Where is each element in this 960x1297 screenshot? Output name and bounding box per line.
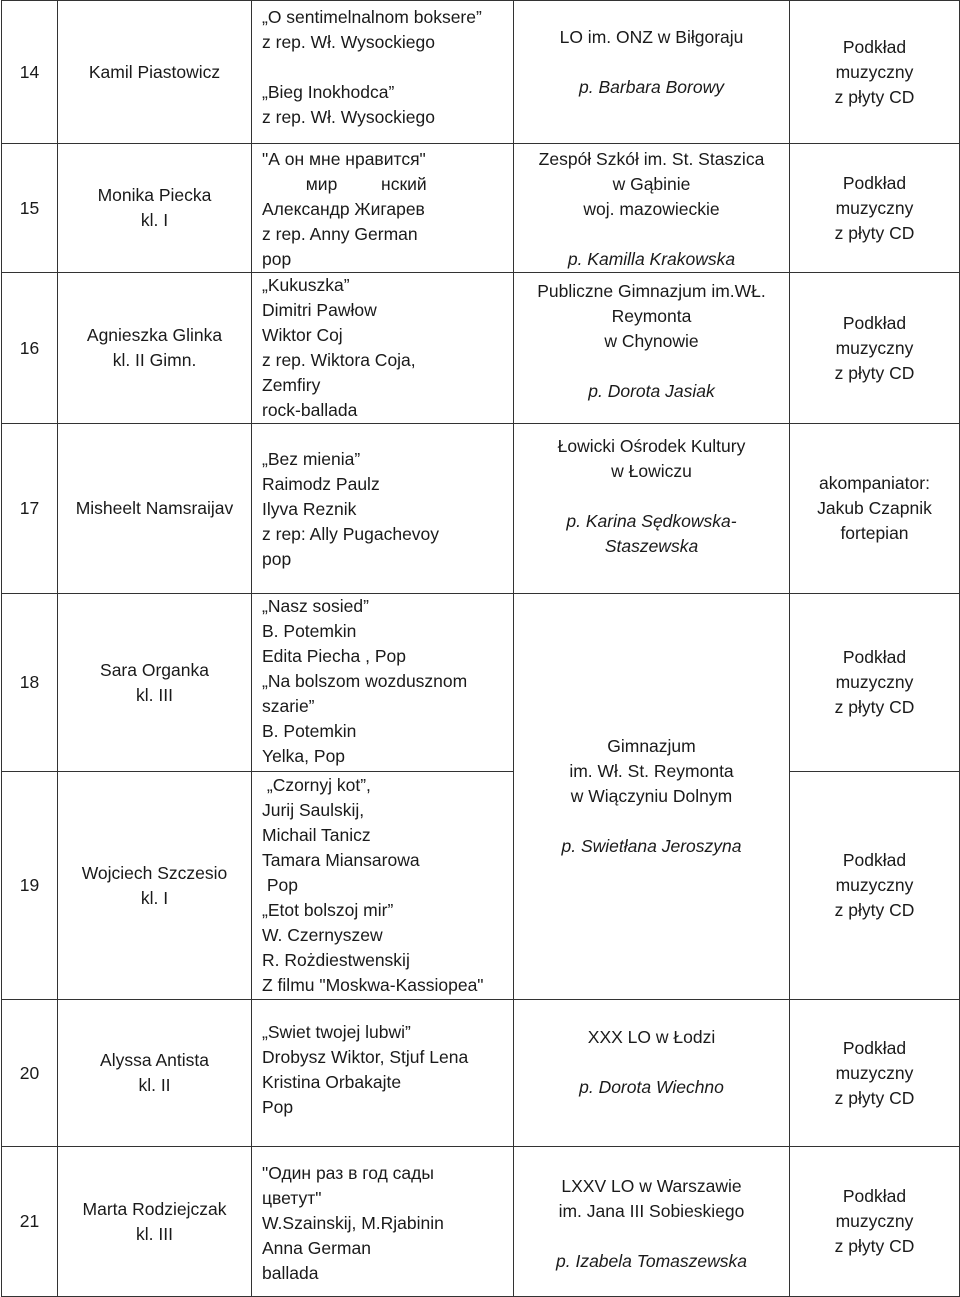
row-number: 17 [2,424,58,594]
school-info: Łowicki Ośrodek Kultury w Łowiczu p. Karina Sędkowska- Staszewska [514,424,790,594]
teacher-name: p. Dorota Wiechno [579,1077,724,1097]
teacher-name: p. Kamilla Krakowska [567,249,736,269]
school-info: Publiczne Gimnazjum im.WŁ. Reymonta w Chynowie p. Dorota Jasiak [514,273,790,424]
accompaniment: Podkład muzyczny z płyty CD [790,772,960,1000]
table-row [2,1000,960,1147]
table-row [2,424,960,594]
teacher-name: p. Swietłana Jeroszyna [561,836,742,856]
accompaniment: Podkład muzyczny z płyty CD [790,1000,960,1147]
repertoire: "Один раз в год сады цветут" W.Szainskij, M.Rjabinin Anna German ballada [252,1147,514,1297]
participants-table [1,0,960,1297]
table-row [2,1147,960,1297]
table-row [2,772,960,1000]
participant-name: Kamil Piastowicz [58,1,252,144]
table-row [2,594,960,772]
school-info: Gimnazjum im. Wł. St. Reymonta w Wiączyniu Dolnym p. Swietłana Jeroszyna [514,594,790,1000]
teacher-name: p. Barbara Borowy [579,77,724,97]
accompaniment: Podkład muzyczny z płyty CD [790,1,960,144]
row-number: 16 [2,273,58,424]
school-info: XXX LO w Łodzi p. Dorota Wiechno [514,1000,790,1147]
row-number: 18 [2,594,58,772]
school-info: LXXV LO w Warszawie im. Jana III Sobieskiego p. Izabela Tomaszewska [514,1147,790,1297]
participant-name: Sara Organka kl. III [58,594,252,772]
repertoire: „O sentimelnalnom boksere” z rep. Wł. Wysockiego „Bieg Inokhodca” z rep. Wł. Wysockiego [252,1,514,144]
accompaniment: Podkład muzyczny z płyty CD [790,594,960,772]
table-row [2,1,960,144]
participant-name: Wojciech Szczesio kl. I [58,772,252,1000]
row-number: 19 [2,772,58,1000]
school-info: Zespół Szkół im. St. Staszica w Gąbinie woj. mazowieckie p. Kamilla Krakowska [514,144,790,273]
repertoire: "А он мне нравится" мир нский Александр Жигарев z rep. Anny German pop [252,144,514,273]
participant-name: Monika Piecka kl. I [58,144,252,273]
teacher-name: p. Dorota Jasiak [588,381,715,401]
repertoire: „Swiet twojej lubwi” Drobysz Wiktor, Stjuf Lena Kristina Orbakajte Pop [252,1000,514,1147]
repertoire: „Nasz sosied” B. Potemkin Edita Piecha , Pop „Na bolszom wozdusznom szarie” B. Potemkin Yelka, Pop [252,594,514,772]
repertoire: „Bez mienia” Raimodz Paulz Ilyva Reznik z rep: Ally Pugachevoy pop [252,424,514,594]
school-info: LO im. ONZ w Biłgoraju p. Barbara Borowy [514,1,790,144]
row-number: 14 [2,1,58,144]
repertoire: „Czornyj kot”, Jurij Saulskij, Michail Tanicz Tamara Miansarowa Pop „Etot bolszoj mir” W. Czernyszew R. Rożdiestwenskij Z filmu "Moskwa-Kassiopea" [252,772,514,1000]
row-number: 15 [2,144,58,273]
row-number: 20 [2,1000,58,1147]
row-number: 21 [2,1147,58,1297]
participant-name: Alyssa Antista kl. II [58,1000,252,1147]
accompaniment: akompaniator: Jakub Czapnik fortepian [790,424,960,594]
accompaniment: Podkład muzyczny z płyty CD [790,144,960,273]
repertoire: „Kukuszka” Dimitri Pawłow Wiktor Coj z rep. Wiktora Coja, Zemfiry rock-ballada [252,273,514,424]
accompaniment: Podkład muzyczny z płyty CD [790,273,960,424]
participant-name: Agnieszka Glinka kl. II Gimn. [58,273,252,424]
teacher-name: p. Karina Sędkowska- [566,511,737,531]
table-row [2,273,960,424]
table-row [2,144,960,273]
teacher-name: p. Izabela Tomaszewska [556,1251,747,1271]
accompaniment: Podkład muzyczny z płyty CD [790,1147,960,1297]
participant-name: Marta Rodziejczak kl. III [58,1147,252,1297]
participant-name: Misheelt Namsraijav [58,424,252,594]
